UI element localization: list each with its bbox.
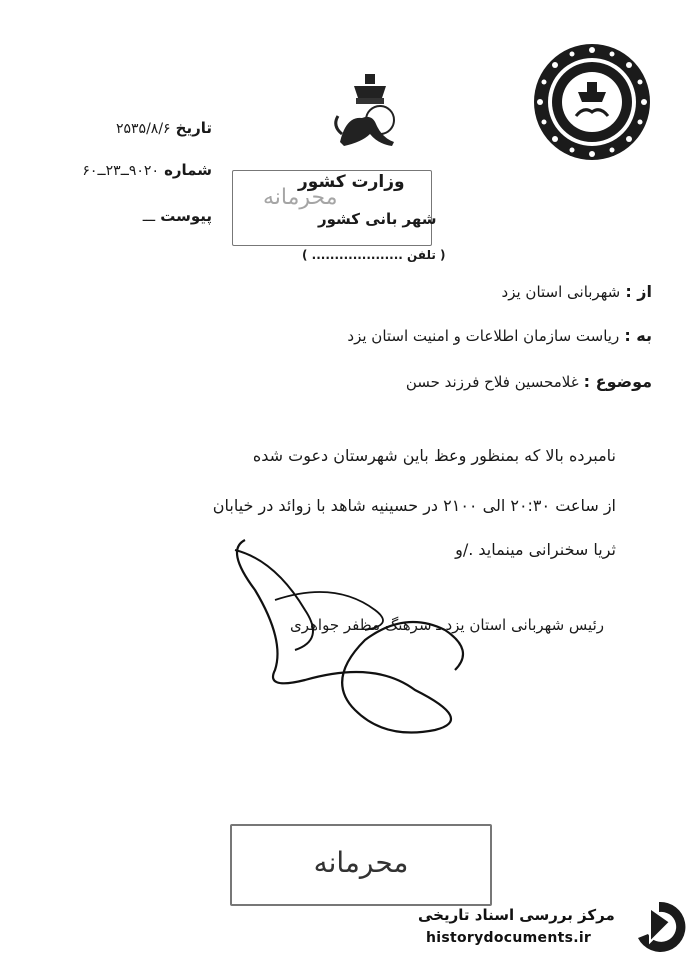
bottom-stamp-box <box>230 824 492 906</box>
handwritten-signature-icon <box>215 520 495 740</box>
to-row <box>92 326 652 345</box>
to-value: ریاست سازمان اطلاعات و امنیت استان یزد <box>347 327 620 345</box>
police-seal-emblem <box>532 42 652 162</box>
subject-label: موضوع : <box>583 372 652 391</box>
number-label: شماره <box>164 161 212 179</box>
body-line-3: ثریا سخنرانی مینماید ./و <box>455 540 616 559</box>
to-label: به : <box>624 326 652 345</box>
phone-label: ( تلفن .................... ) <box>302 248 446 262</box>
footer-org-name: مرکز بررسی اسناد تاریخی <box>418 906 615 924</box>
from-label: از : <box>625 282 652 301</box>
department-title: شهر بانی کشور <box>318 210 437 228</box>
number-value: ۹۰۲۰ــ۲۳ــ۶۰ <box>82 163 159 179</box>
attachment-row <box>22 206 212 225</box>
date-row <box>22 118 212 137</box>
number-row <box>22 160 212 179</box>
signature-line: رئیس شهربانی استان یزد ـ سرهنگ مظفر جواهری <box>289 616 604 634</box>
attachment-value: ـــ <box>142 209 156 225</box>
attachment-label: پیوست <box>160 207 212 225</box>
subject-row <box>92 372 652 391</box>
from-row <box>92 282 652 301</box>
bottom-stamp-text: محرمانه <box>313 846 409 879</box>
footer-url[interactable]: historydocuments.ir <box>426 930 592 946</box>
date-label: تاریخ <box>175 119 212 137</box>
body-line-2: از ساعت ۲۰:۳۰ الی ۲۱۰۰ در حسینیه شاهد با زوائد در خیابان <box>212 496 616 515</box>
top-stamp-text: محرمانه <box>263 185 338 210</box>
date-value: ۲۵۳۵/۸/۶ <box>116 121 171 137</box>
subject-value: غلامحسین فلاح فرزند حسن <box>405 373 579 391</box>
body-line-1: نامبرده بالا که بمنظور وعظ باین شهرستان دعوت شده <box>252 446 616 465</box>
ministry-title: وزارت کشور <box>298 172 405 192</box>
lion-sun-emblem-icon <box>322 72 418 152</box>
from-value: شهربانی استان یزد <box>501 283 621 301</box>
footer-logo-icon <box>630 898 688 952</box>
